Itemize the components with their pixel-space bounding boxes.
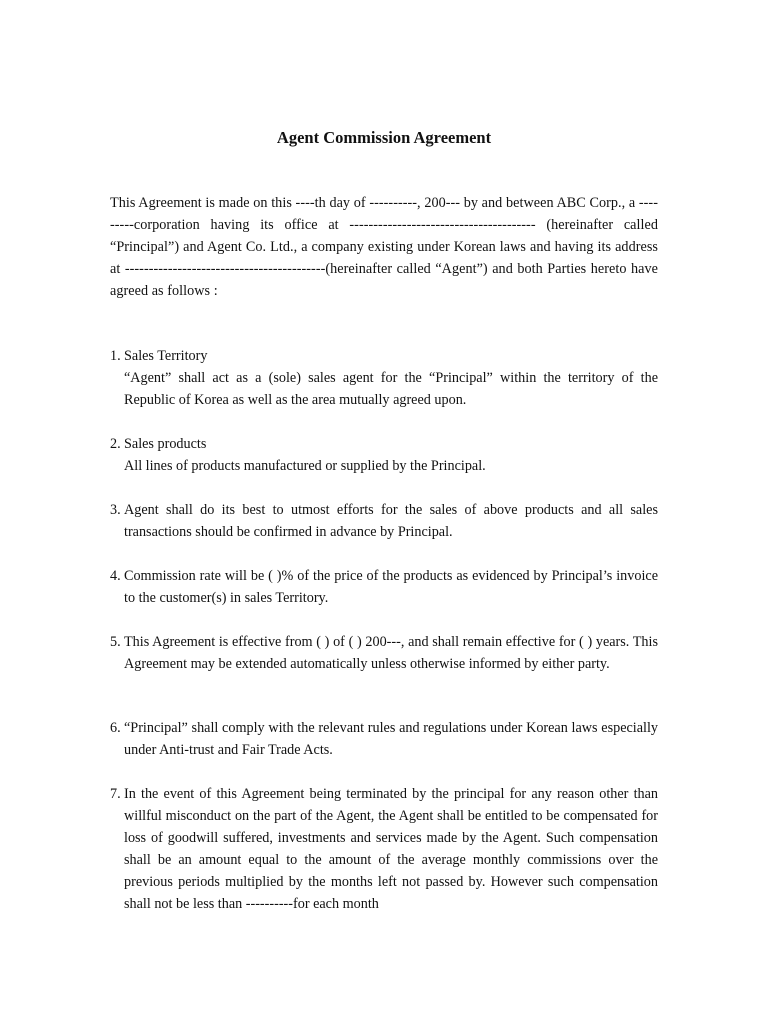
- clause-number: 5.: [110, 634, 121, 650]
- clause-1: [110, 345, 658, 411]
- clause-text: All lines of products manufactured or supplied by the Principal.: [124, 458, 486, 474]
- clause-number: 6.: [110, 720, 121, 736]
- clause-7: [110, 783, 658, 915]
- clause-text: “Agent” shall act as a (sole) sales agent for the “Principal” within the territory of the Republic of Korea as well as the area mutually agreed upon.: [124, 370, 658, 408]
- clause-2: [110, 433, 658, 477]
- intro-paragraph: This Agreement is made on this ----th day of ----------, 200--- by and between ABC Corp., a ---------corporation having its office at --------------------------------------- (hereinafter called “Principal”) and Agent Co. Ltd., a company existing under Korean laws and having its address at ------------------------------------------(hereinafter called “Agent”) and both Parties hereto have agreed as follows :: [110, 195, 658, 299]
- clause-3: [110, 499, 658, 543]
- clause-heading: Sales products: [124, 436, 207, 452]
- clause-text: Commission rate will be ( )% of the price of the products as evidenced by Principal’s invoice to the customer(s) in sales Territory.: [124, 568, 658, 606]
- document-title: Agent Commission Agreement: [276, 128, 492, 147]
- clause-6: [110, 717, 658, 761]
- clause-text: Agent shall do its best to utmost efforts for the sales of above products and all sales transactions should be confirmed in advance by Principal.: [124, 502, 658, 540]
- clause-text: In the event of this Agreement being terminated by the principal for any reason other than willful misconduct on the part of the Agent, the Agent shall be entitled to be compensated for loss of goodwill suffered, investments and services made by the Agent. Such compensation shall be an amount equal to the amount of the average monthly commissions over the previous periods multiplied by the months left not passed by. However such compensation shall not be less than ----------for each month: [124, 786, 658, 912]
- clause-4: [110, 565, 658, 609]
- clause-number: 1.: [110, 348, 121, 364]
- clause-number: 3.: [110, 502, 121, 518]
- clause-text: “Principal” shall comply with the relevant rules and regulations under Korean laws especially under Anti-trust and Fair Trade Acts.: [124, 720, 658, 758]
- clause-number: 2.: [110, 436, 121, 452]
- clause-heading: Sales Territory: [124, 348, 208, 364]
- clause-number: 7.: [110, 786, 121, 802]
- clause-text: This Agreement is effective from ( ) of ( ) 200---, and shall remain effective for ( ) years. This Agreement may be extended automatically unless otherwise informed by either party.: [124, 634, 658, 672]
- clause-5: [110, 631, 658, 675]
- clause-number: 4.: [110, 568, 121, 584]
